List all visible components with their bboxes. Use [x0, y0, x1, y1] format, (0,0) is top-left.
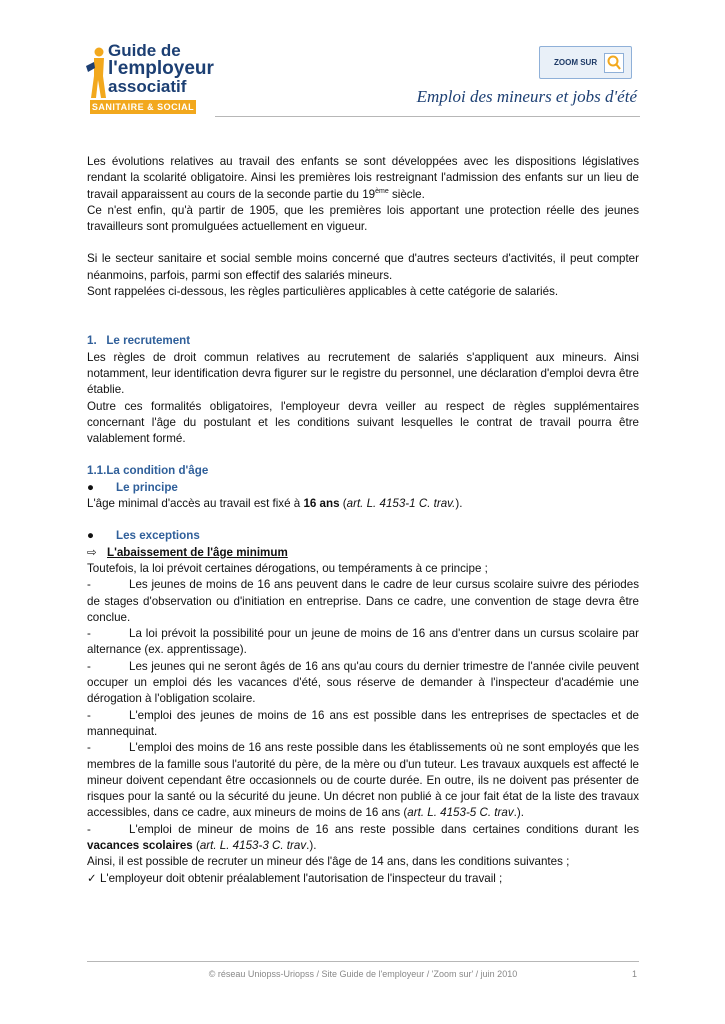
exceptions-lead: Toutefois, la loi prévoit certaines dérogations, ou tempéraments à ce principe ; — [87, 561, 488, 575]
footer-divider — [87, 961, 639, 962]
zoom-sur-label: ZOOM SUR — [554, 58, 598, 67]
subsection-heading-age: 1.1.La condition d'âge — [87, 464, 209, 478]
arrow-icon: ⇨ — [87, 545, 97, 559]
document-body — [87, 154, 639, 887]
person-logo-icon — [84, 46, 108, 102]
ainsi-text: Ainsi, il est possible de recruter un mineur dés l'âge de 14 ans, dans les conditions suivantes ; — [87, 855, 570, 869]
page-number: 1 — [631, 969, 637, 979]
list-item: - Les jeunes qui ne seront âgés de 16 ans qu'au cours du dernier trimestre de l'année civile peuvent occuper un emploi dés les vacances d'été, sous réserve de demander à l'inspecteur d'académie une dérogation à l'obligation scolaire. — [87, 659, 639, 706]
zoom-sur-badge[interactable] — [539, 46, 632, 79]
header-divider — [215, 116, 640, 117]
intro-paragraph-2: Ce n'est enfin, qu'à partir de 1905, que les premières lois apportant une protection réelle des jeunes travailleurs sont promulguées actuellement en vigueur. — [87, 203, 639, 234]
logo-band: SANITAIRE & SOCIAL — [91, 102, 195, 112]
list-item: - L'emploi des jeunes de moins de 16 ans est possible dans les entreprises de spectacles et de mannequinat. — [87, 708, 639, 738]
logo-line-1: Guide de — [108, 41, 181, 60]
recrutement-paragraph-1: Les règles de droit commun relatives au recrutement de salariés s'appliquent aux mineurs. Ainsi notamment, leur identification devra figurer sur le registre du personnel, une déclaration d'emploi devra être établie. — [87, 350, 639, 397]
bullet-exceptions: ● Les exceptions — [87, 528, 639, 544]
footer-text: © réseau Uniopss-Uriopss / Site Guide de l'employeur / 'Zoom sur' / juin 2010 — [208, 969, 518, 979]
intro-paragraph-4: Sont rappelées ci-dessous, les règles particulières applicables à cette catégorie de salariés. — [87, 285, 559, 299]
checkmark-icon: ✓ — [87, 871, 100, 885]
list-item: - Les jeunes de moins de 16 ans peuvent dans le cadre de leur cursus scolaire suivre des périodes de stages d'observation ou d'initiation en entreprise. Dans ce cadre, une convention de stage devra être conclue. — [87, 578, 639, 624]
logo-line-3: associatif — [108, 77, 187, 96]
intro-paragraph-3: Si le secteur sanitaire et social semble moins concerné que d'autres secteurs d'activités, il peut compter néanmoins, parfois, parmi son effectif des salariés mineurs. — [87, 252, 639, 282]
recrutement-paragraph-2: Outre ces formalités obligatoires, l'employeur devra veiller au respect de règles supplémentaires concernant l'âge du postulant et les conditions suivant lesquelles le contrat de travail pourra être valablement formé. — [87, 399, 639, 446]
principe-text: L'âge minimal d'accès au travail est fixé à 16 ans (art. L. 4153-1 C. trav.). — [87, 497, 463, 511]
page-title: Emploi des mineurs et jobs d'été — [416, 87, 637, 106]
logo-line-2: l'employeur — [108, 58, 214, 79]
section-heading-recrutement: 1. Le recrutement — [87, 334, 191, 348]
arrow-item-abaissement: ⇨ L'abaissement de l'âge minimum — [87, 545, 639, 561]
list-item: - L'emploi de mineur de moins de 16 ans reste possible dans certaines conditions durant les vacances scolaires (art. L. 4153-3 C. trav.). — [87, 822, 639, 852]
list-item: - La loi prévoit la possibilité pour un jeune de moins de 16 ans d'entrer dans un cursus scolaire par alternance (ex. apprentissage). — [87, 627, 639, 657]
bullet-dot-icon: ● — [87, 529, 95, 543]
guide-logo — [84, 40, 214, 118]
bullet-dot-icon: ● — [87, 480, 95, 494]
intro-paragraph-1: Les évolutions relatives au travail des enfants se sont développées avec les dispositions législatives rendant la scolarité obligatoire. Ainsi les premières lois restreignant l'admission des enfants sur un lieu de travail apparaissent au cours de la seconde partie du 19ème siècle. — [87, 155, 639, 201]
check-item: ✓ L'employeur doit obtenir préalablement l'autorisation de l'inspecteur du travail ; — [87, 871, 503, 885]
list-item: - L'emploi des moins de 16 ans reste possible dans les établissements où ne sont employés que les membres de la famille sous l'autorité du père, de la mère ou d'un tuteur. Les travaux auxquels est affecté le mineur doivent cependant être occasionnels ou de courte durée. En outre, ils ne doivent pas présenter de risques pour la santé ou la sécurité du jeune. Un décret non publié à ce jour fait état de la liste des travaux accessibles, dans ce cadre, aux mineurs de moins de 16 ans (art. L. 4153-5 C. trav.). — [87, 741, 639, 820]
magnifier-icon — [604, 53, 624, 73]
bullet-principe: ● Le principe — [87, 480, 639, 496]
